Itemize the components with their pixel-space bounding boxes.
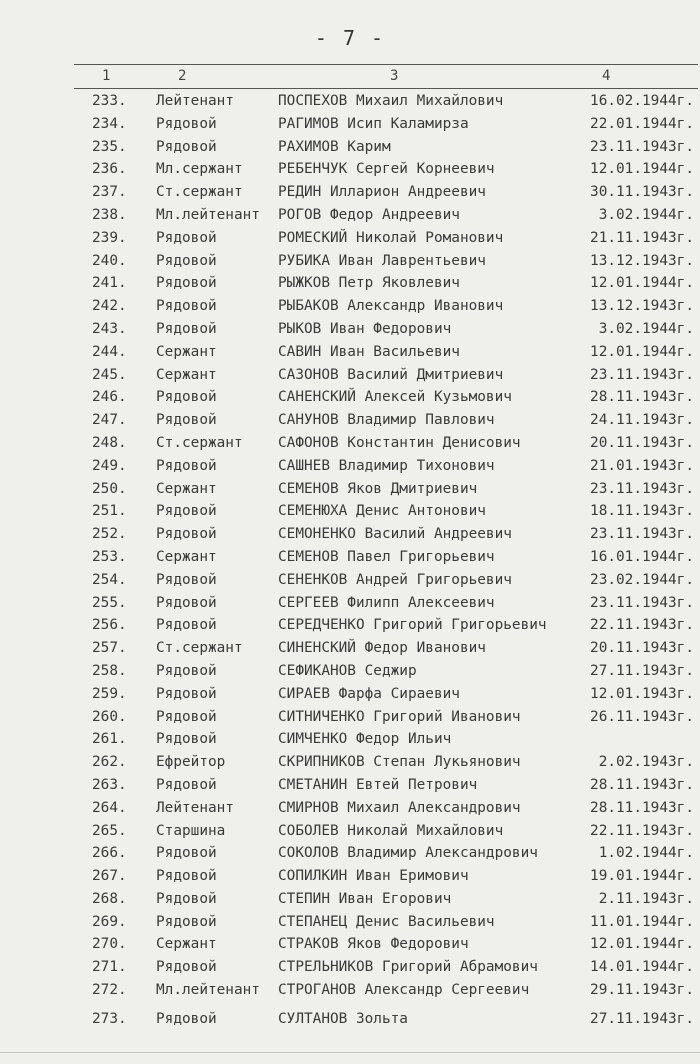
- table-row: [0, 911, 700, 934]
- row-name: СМИРНОВ Михаил Александрович: [278, 799, 521, 816]
- row-number: 260.: [92, 708, 127, 725]
- row-number: 254.: [92, 571, 127, 588]
- row-rank: Рядовой: [156, 138, 217, 155]
- row-name: СЕФИКАНОВ Седжир: [278, 662, 417, 679]
- row-number: 246.: [92, 389, 127, 406]
- table-row: [0, 227, 700, 250]
- row-name: САВИН Иван Васильевич: [278, 343, 460, 360]
- table-row: [0, 683, 700, 706]
- row-rank: Лейтенант: [156, 93, 234, 109]
- row-name: САНУНОВ Владимир Павлович: [278, 412, 495, 429]
- table-row: [0, 318, 700, 341]
- row-number: 261.: [92, 731, 127, 748]
- row-date: 23.11.1943г.: [590, 138, 694, 155]
- row-name: СМЕТАНИН Евтей Петрович: [278, 776, 478, 793]
- row-number: 255.: [92, 594, 127, 611]
- row-date: 12.01.1944г.: [590, 936, 694, 953]
- row-name: РЫКОВ Иван Федорович: [278, 320, 452, 337]
- row-rank: Рядовой: [156, 298, 217, 315]
- row-name: РОМЕСКИЙ Николай Романович: [278, 229, 504, 246]
- row-date: 2.11.1943г.: [598, 890, 694, 907]
- column-header-3: 3: [390, 68, 399, 84]
- row-name: СУЛТАНОВ Зольта: [278, 1010, 408, 1027]
- table-row: [0, 751, 700, 774]
- table-row: [0, 728, 700, 751]
- row-name: РАГИМОВ Исип Каламирза: [278, 115, 469, 132]
- row-date: 3.02.1944г.: [598, 320, 694, 337]
- row-number: 253.: [92, 548, 127, 565]
- row-date: 18.11.1943г.: [590, 503, 694, 520]
- row-rank: Ефрейтор: [156, 754, 226, 771]
- row-rank: Рядовой: [156, 571, 217, 588]
- row-number: 257.: [92, 640, 127, 657]
- table-row: [0, 364, 700, 387]
- row-date: 23.11.1943г.: [590, 526, 694, 543]
- row-number: 271.: [92, 959, 127, 976]
- row-name: РЕДИН Илларион Андреевич: [278, 184, 486, 201]
- row-date: 28.11.1943г.: [590, 799, 694, 816]
- row-number: 270.: [92, 936, 127, 953]
- row-rank: Рядовой: [156, 845, 217, 862]
- row-number: 241.: [92, 275, 127, 292]
- table-row: [0, 432, 700, 455]
- row-name: СОБОЛЕВ Николай Михайлович: [278, 822, 504, 839]
- row-number: 265.: [92, 822, 127, 839]
- row-number: 251.: [92, 503, 127, 520]
- row-date: 12.01.1944г.: [590, 275, 694, 292]
- row-number: 259.: [92, 685, 127, 702]
- table-row: [0, 386, 700, 409]
- row-rank: Рядовой: [156, 913, 217, 930]
- row-rank: Рядовой: [156, 526, 217, 543]
- table-row: [0, 774, 700, 797]
- table-row: [0, 250, 700, 273]
- row-name: СИНЕНСКИЙ Федор Иванович: [278, 640, 486, 657]
- row-rank: Сержант: [156, 343, 217, 360]
- row-name: СЕРГЕЕВ Филипп Алексеевич: [278, 594, 495, 611]
- row-date: 3.02.1944г.: [598, 206, 694, 223]
- row-date: 11.01.1944г.: [590, 913, 694, 930]
- row-date: 28.11.1943г.: [590, 389, 694, 406]
- row-number: 240.: [92, 252, 127, 269]
- row-date: 24.11.1943г.: [590, 412, 694, 429]
- row-rank: Сержант: [156, 936, 217, 953]
- row-date: 16.01.1944г.: [590, 548, 694, 565]
- table-header-rule: [74, 88, 698, 89]
- table-row: [0, 956, 700, 979]
- row-rank: Рядовой: [156, 275, 217, 292]
- table-header: [74, 66, 698, 88]
- table-row: [0, 546, 700, 569]
- row-rank: Сержант: [156, 548, 217, 565]
- row-rank: Рядовой: [156, 776, 217, 793]
- row-name: ПОСПЕХОВ Михаил Михайлович: [278, 93, 504, 109]
- row-number: 266.: [92, 845, 127, 862]
- row-number: 264.: [92, 799, 127, 816]
- row-rank: Рядовой: [156, 457, 217, 474]
- row-number: 252.: [92, 526, 127, 543]
- row-name: СИМЧЕНКО Федор Ильич: [278, 731, 452, 748]
- row-number: 272.: [92, 982, 127, 999]
- column-header-4: 4: [602, 68, 611, 84]
- row-date: 13.12.1943г.: [590, 252, 694, 269]
- row-name: СТЕПИН Иван Егорович: [278, 890, 452, 907]
- table-row: [0, 569, 700, 592]
- row-rank: Рядовой: [156, 868, 217, 885]
- table-row: [0, 614, 700, 637]
- row-date: 12.01.1944г.: [590, 161, 694, 178]
- row-name: РУБИКА Иван Лаврентьевич: [278, 252, 486, 269]
- table-row: [0, 637, 700, 660]
- row-rank: Рядовой: [156, 252, 217, 269]
- row-rank: Ст.сержант: [156, 184, 243, 201]
- row-rank: Рядовой: [156, 662, 217, 679]
- row-number: 233.: [92, 93, 127, 109]
- row-number: 247.: [92, 412, 127, 429]
- table-row: [0, 181, 700, 204]
- row-name: СЕМЕНОВ Яков Дмитриевич: [278, 480, 478, 497]
- row-date: 2.02.1943г.: [598, 754, 694, 771]
- row-name: СЕМОНЕНКО Василий Андреевич: [278, 526, 512, 543]
- row-number: 236.: [92, 161, 127, 178]
- row-rank: Рядовой: [156, 708, 217, 725]
- row-name: СЕНЕНКОВ Андрей Григорьевич: [278, 571, 512, 588]
- row-rank: Сержант: [156, 366, 217, 383]
- row-rank: Мл.лейтенант: [156, 206, 260, 223]
- row-rank: Лейтенант: [156, 799, 234, 816]
- row-rank: Рядовой: [156, 890, 217, 907]
- row-number: 263.: [92, 776, 127, 793]
- page-number: - 7 -: [314, 26, 386, 50]
- row-rank: Рядовой: [156, 731, 217, 748]
- row-name: САШНЕВ Владимир Тихонович: [278, 457, 495, 474]
- table-row: [0, 933, 700, 956]
- row-name: РЫБАКОВ Александр Иванович: [278, 298, 504, 315]
- table-row: [0, 295, 700, 318]
- row-number: 237.: [92, 184, 127, 201]
- row-name: СЕМЕНОВ Павел Григорьевич: [278, 548, 495, 565]
- row-rank: Рядовой: [156, 617, 217, 634]
- table-row: [0, 523, 700, 546]
- row-number: 238.: [92, 206, 127, 223]
- page-bottom-edge: [0, 1052, 700, 1053]
- row-rank: Рядовой: [156, 959, 217, 976]
- table-row: [0, 979, 700, 1002]
- row-rank: Рядовой: [156, 503, 217, 520]
- table-body: [0, 90, 700, 1030]
- row-date: 21.11.1943г.: [590, 229, 694, 246]
- table-row: [0, 865, 700, 888]
- row-number: 273.: [92, 1010, 127, 1027]
- row-rank: Сержант: [156, 480, 217, 497]
- table-row: [0, 158, 700, 181]
- row-number: 267.: [92, 868, 127, 885]
- table-row: [0, 272, 700, 295]
- table-row: [0, 797, 700, 820]
- row-number: 235.: [92, 138, 127, 155]
- row-number: 269.: [92, 913, 127, 930]
- row-number: 268.: [92, 890, 127, 907]
- row-date: 19.01.1944г.: [590, 868, 694, 885]
- row-name: РАХИМОВ Карим: [278, 138, 391, 155]
- row-number: 234.: [92, 115, 127, 132]
- row-rank: Рядовой: [156, 389, 217, 406]
- row-rank: Рядовой: [156, 412, 217, 429]
- row-name: СКРИПНИКОВ Степан Лукьянович: [278, 754, 521, 771]
- row-number: 249.: [92, 457, 127, 474]
- row-name: СОПИЛКИН Иван Еримович: [278, 868, 469, 885]
- table-row: [0, 90, 700, 113]
- row-date: 23.11.1943г.: [590, 366, 694, 383]
- row-name: СОКОЛОВ Владимир Александрович: [278, 845, 538, 862]
- row-rank: Рядовой: [156, 115, 217, 132]
- row-rank: Рядовой: [156, 229, 217, 246]
- row-number: 243.: [92, 320, 127, 337]
- row-name: САФОНОВ Константин Денисович: [278, 434, 521, 451]
- row-number: 258.: [92, 662, 127, 679]
- row-rank: Рядовой: [156, 685, 217, 702]
- row-number: 248.: [92, 434, 127, 451]
- row-date: 30.11.1943г.: [590, 184, 694, 201]
- row-date: 22.11.1943г.: [590, 617, 694, 634]
- row-name: СТЕПАНЕЦ Денис Васильевич: [278, 913, 495, 930]
- row-date: 23.11.1943г.: [590, 594, 694, 611]
- row-date: 27.11.1943г.: [590, 662, 694, 679]
- row-rank: Мл.сержант: [156, 161, 243, 178]
- row-name: САЗОНОВ Василий Дмитриевич: [278, 366, 504, 383]
- table-row: [0, 136, 700, 159]
- table-row: [0, 455, 700, 478]
- row-date: 20.11.1943г.: [590, 434, 694, 451]
- row-date: 20.11.1943г.: [590, 640, 694, 657]
- row-rank: Ст.сержант: [156, 640, 243, 657]
- row-date: 29.11.1943г.: [590, 982, 694, 999]
- row-rank: Мл.лейтенант: [156, 982, 260, 999]
- row-rank: Рядовой: [156, 320, 217, 337]
- row-rank: Рядовой: [156, 594, 217, 611]
- table-row: [0, 341, 700, 364]
- table-row: [0, 888, 700, 911]
- row-date: 12.01.1943г.: [590, 685, 694, 702]
- row-number: 239.: [92, 229, 127, 246]
- table-row: [0, 842, 700, 865]
- table-row: [0, 500, 700, 523]
- row-date: 27.11.1943г.: [590, 1010, 694, 1027]
- row-name: СТРОГАНОВ Александр Сергеевич: [278, 982, 530, 999]
- row-date: 23.02.1944г.: [590, 571, 694, 588]
- row-name: СЕРЕДЧЕНКО Григорий Григорьевич: [278, 617, 547, 634]
- row-date: 12.01.1944г.: [590, 343, 694, 360]
- row-name: СИТНИЧЕНКО Григорий Иванович: [278, 708, 521, 725]
- row-name: РОГОВ Федор Андреевич: [278, 206, 460, 223]
- table-row: [0, 592, 700, 615]
- row-date: 13.12.1943г.: [590, 298, 694, 315]
- row-date: 16.02.1944г.: [590, 93, 694, 109]
- row-number: 244.: [92, 343, 127, 360]
- row-rank: Рядовой: [156, 1010, 217, 1027]
- table-row: [0, 660, 700, 683]
- row-name: САНЕНСКИЙ Алексей Кузьмович: [278, 389, 512, 406]
- column-header-1: 1: [102, 68, 111, 84]
- row-date: 21.01.1943г.: [590, 457, 694, 474]
- row-number: 256.: [92, 617, 127, 634]
- row-number: 242.: [92, 298, 127, 315]
- table-row: [0, 204, 700, 227]
- table-row: [0, 113, 700, 136]
- row-number: 250.: [92, 480, 127, 497]
- row-date: 26.11.1943г.: [590, 708, 694, 725]
- table-row: [0, 478, 700, 501]
- row-date: 23.11.1943г.: [590, 480, 694, 497]
- table-row: [0, 1002, 700, 1030]
- row-rank: Ст.сержант: [156, 434, 243, 451]
- row-name: СЕМЕНЮХА Денис Антонович: [278, 503, 486, 520]
- row-date: 14.01.1944г.: [590, 959, 694, 976]
- column-header-2: 2: [178, 68, 187, 84]
- table-row: [0, 706, 700, 729]
- row-date: 22.11.1943г.: [590, 822, 694, 839]
- row-date: 1.02.1944г.: [598, 845, 694, 862]
- row-name: СТРАКОВ Яков Федорович: [278, 936, 469, 953]
- row-name: РЕБЕНЧУК Сергей Корнеевич: [278, 161, 495, 178]
- row-name: РЫЖКОВ Петр Яковлевич: [278, 275, 460, 292]
- table-row: [0, 409, 700, 432]
- row-date: 22.01.1944г.: [590, 115, 694, 132]
- row-rank: Старшина: [156, 822, 226, 839]
- row-name: СИРАЕВ Фарфа Сираевич: [278, 685, 460, 702]
- row-name: СТРЕЛЬНИКОВ Григорий Абрамович: [278, 959, 538, 976]
- table-top-rule: [74, 64, 698, 65]
- row-date: 28.11.1943г.: [590, 776, 694, 793]
- table-row: [0, 820, 700, 843]
- row-number: 245.: [92, 366, 127, 383]
- row-number: 262.: [92, 754, 127, 771]
